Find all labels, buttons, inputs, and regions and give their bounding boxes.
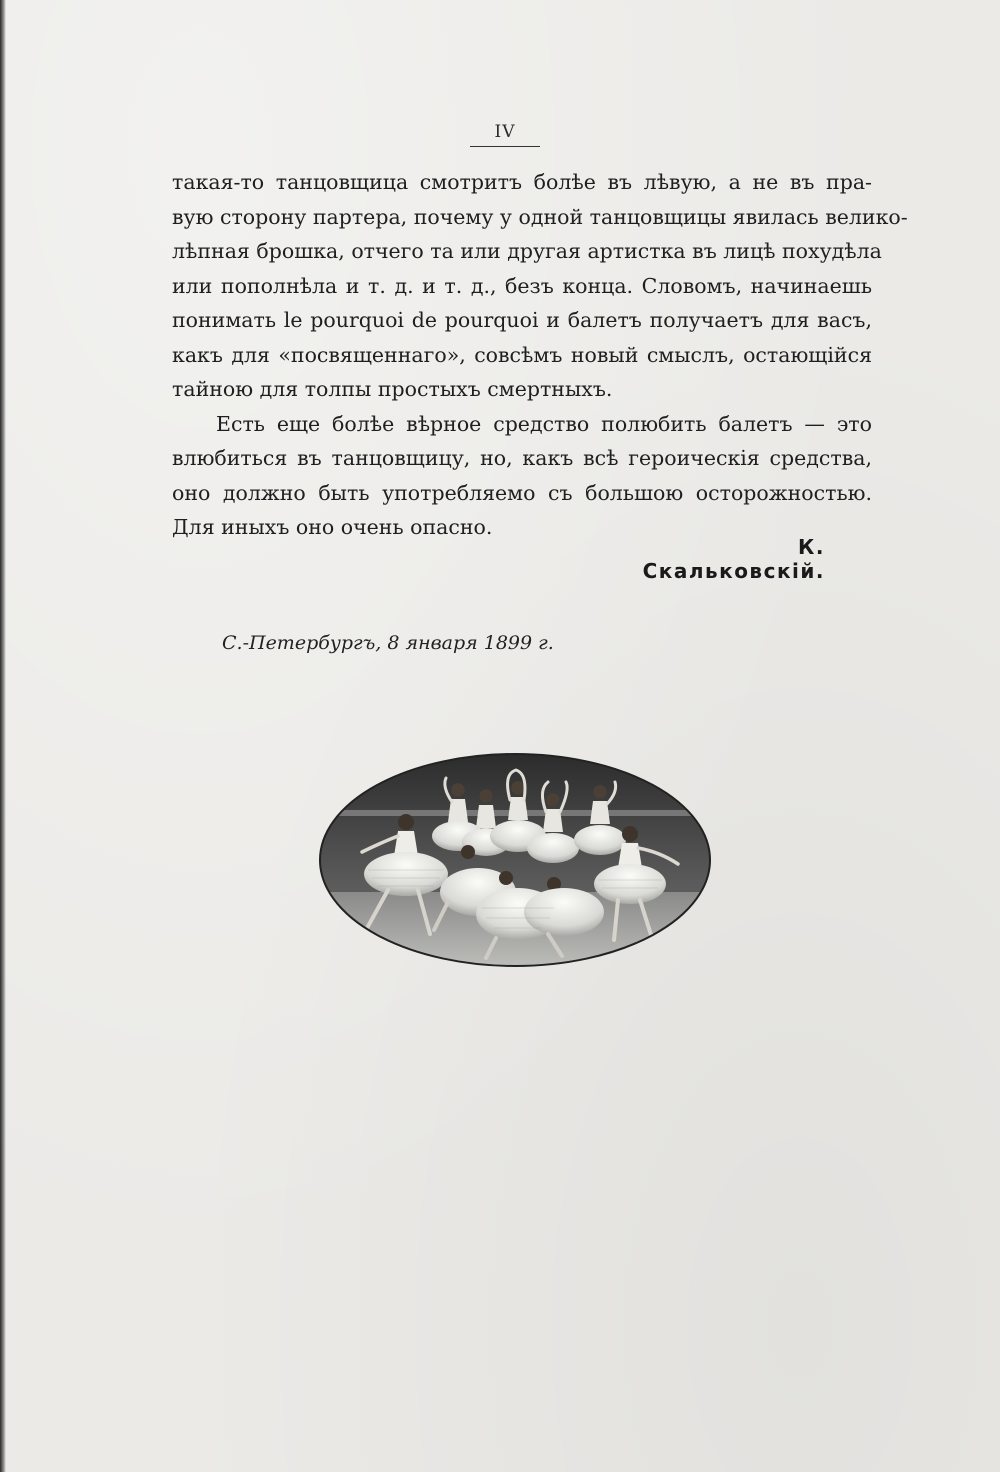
page-number: IV (494, 122, 516, 142)
text-line: тайною для толпы простыхъ смертныхъ. (172, 377, 613, 401)
page-number-rule (470, 146, 540, 147)
body-text (172, 165, 908, 545)
ballet-dancers-photo (318, 752, 712, 968)
text-line: или пополнѣла и т. д. и т. д., безъ конца. Словомъ, начинаешь (172, 273, 872, 298)
text-line: такая-то танцовщица смотритъ болѣе въ лѣвую, а не въ пра- (172, 170, 872, 194)
author-signature: К. Скальковскій. (642, 535, 825, 583)
page-edge-shadow (0, 0, 6, 1472)
text-line: лѣпная брошка, отчего та или другая артистка въ лицѣ похудѣла (172, 239, 882, 263)
dateline: С.-Петербургъ, 8 января 1899 г. (222, 632, 554, 654)
text-line: влюбиться въ танцовщицу, но, какъ всѣ героическія средства, (172, 446, 872, 470)
text-line: Есть еще болѣе вѣрное средство полюбить балетъ — это (216, 411, 872, 436)
text-line: вую сторону партера, почему у одной танцовщицы явилась велико- (172, 204, 908, 229)
text-line: какъ для «посвященнаго», совсѣмъ новый смыслъ, остающійся (172, 342, 872, 367)
text-line: оно должно быть употребляемо съ большою осторожностью. (172, 480, 872, 505)
text-line: Для иныхъ оно очень опасно. (172, 515, 493, 539)
text-line: понимать le pourquoi de pourquoi и балетъ получаетъ для васъ, (172, 308, 872, 332)
